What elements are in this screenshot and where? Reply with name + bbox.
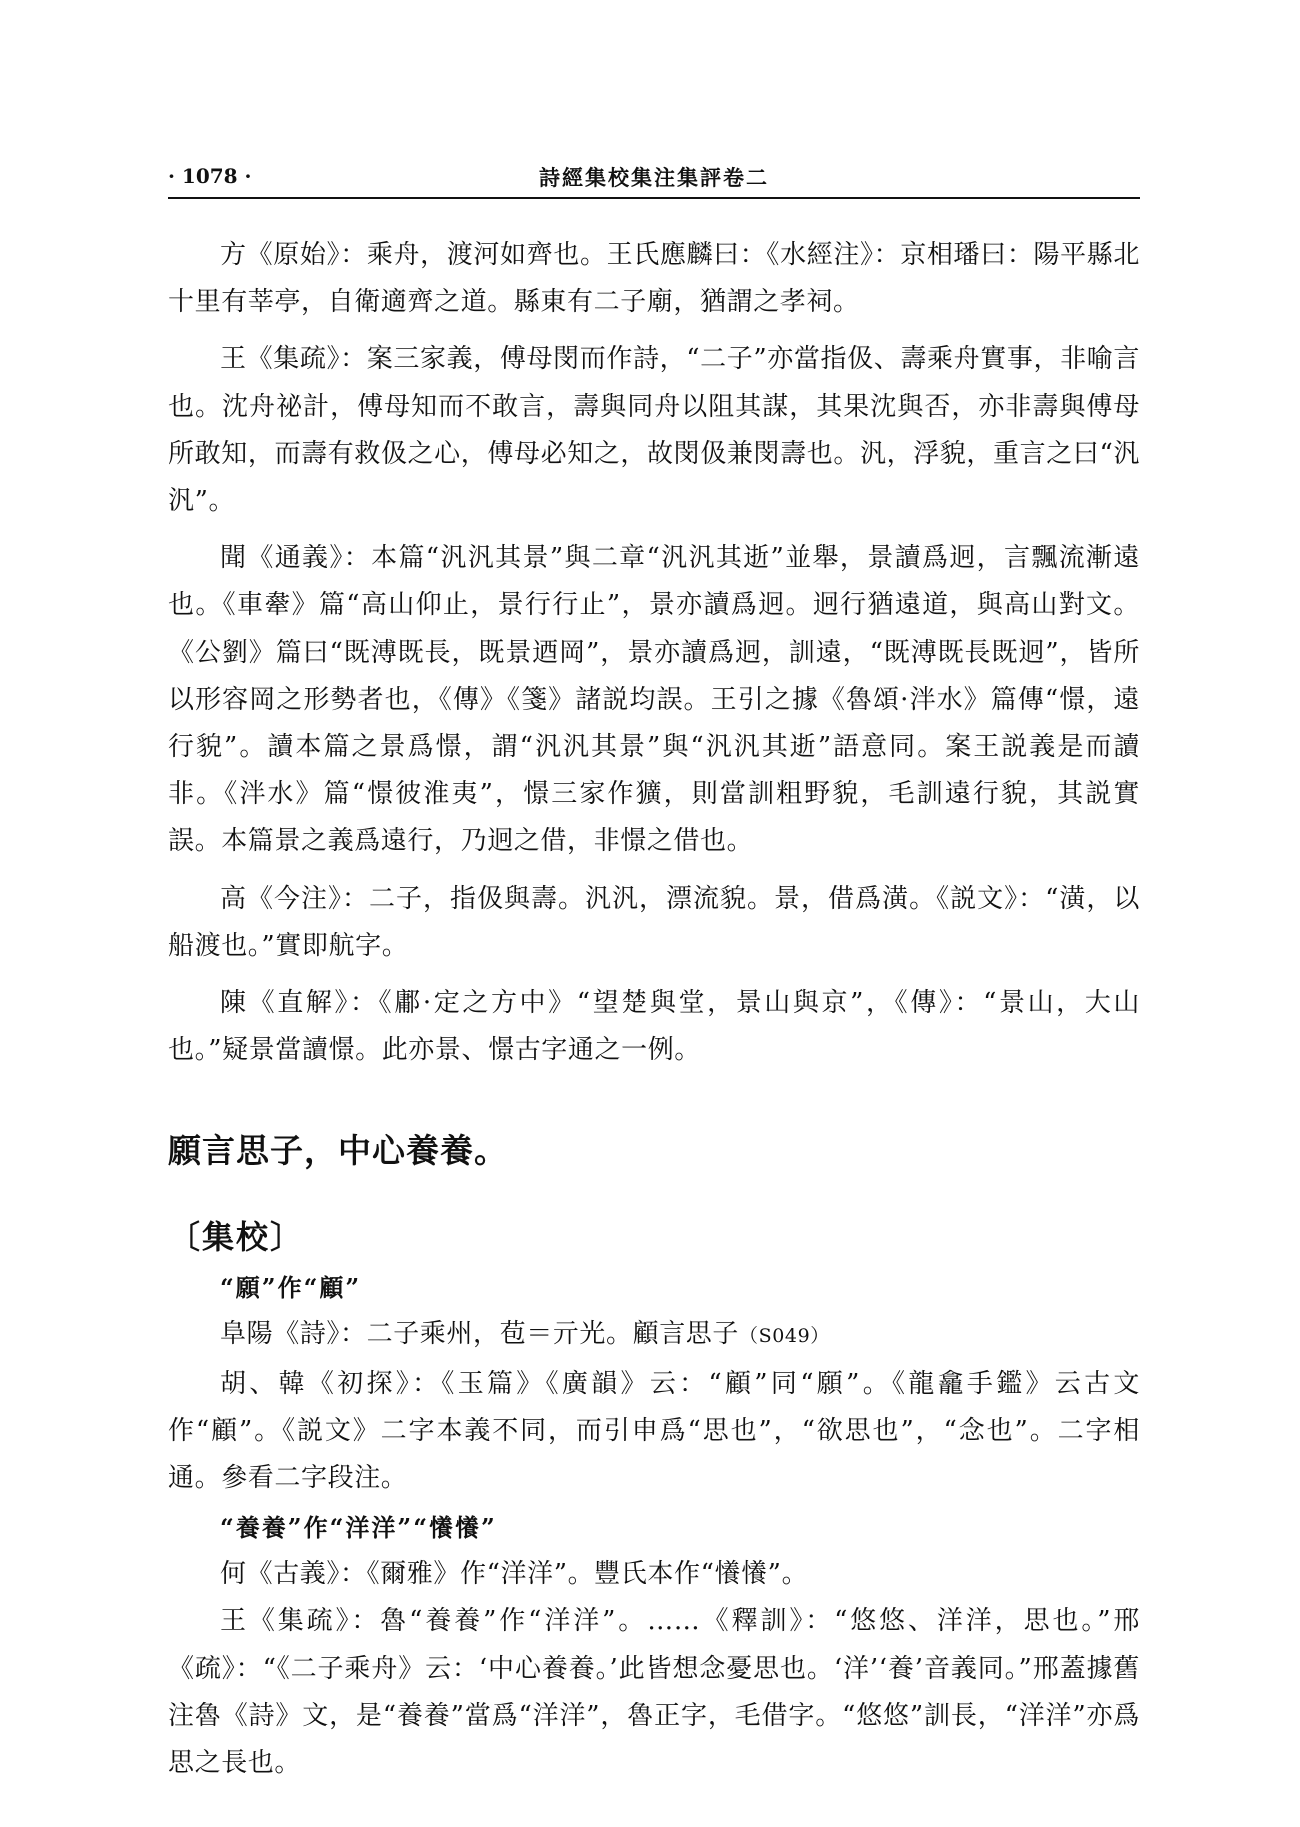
section-heading-collation: 〔集校〕: [168, 1218, 305, 1257]
commentary-paragraph: 何《古義》：《爾雅》作“洋洋”。豐氏本作“懩懩”。: [220, 1559, 809, 1590]
fuyang-paragraph: [168, 1311, 1140, 1360]
header-rule: [168, 197, 1140, 199]
commentary-paragraph: 陳《直解》：《鄘·定之方中》“望楚與堂，景山與京”，《傳》：“景山，大山也。”疑景當讀憬。此亦景、憬古字通之一例。: [168, 988, 1140, 1066]
commentary-paragraph: 高《今注》：二子，指伋與壽。汎汎，漂流貌。景，借爲潢。《説文》：“潢，以船渡也。”實即航字。: [168, 883, 1140, 961]
verse-line: 願言思子，中心養養。: [168, 1131, 508, 1171]
commentary-paragraph: 胡、韓《初探》：《玉篇》《廣韻》云：“顧”同“願”。《龍龕手鑑》云古文作“顧”。《説文》二字本義不同，而引申爲“思也”，“欲思也”，“念也”。二字相通。參看二字段注。: [168, 1368, 1140, 1494]
commentary-paragraph: 王《集疏》：案三家義，傅母閔而作詩，“二子”亦當指伋、壽乘舟實事，非喻言也。沈舟祕計，傅母知而不敢言，壽與同舟以阻其謀，其果沈與否，亦非壽與傅母所敢知，而壽有救伋之心，傅母必知之，故閔伋兼閔壽也。汎，浮貌，重言之曰“汎汎”。: [168, 344, 1140, 517]
page-number: · 1078 ·: [168, 164, 252, 188]
commentary-paragraph: 聞《通義》：本篇“汎汎其景”與二章“汎汎其逝”並舉，景讀爲迥，言飄流漸遠也。《車舝》篇“高山仰止，景行行止”，景亦讀爲迥。迥行猶遠道，與高山對文。《公劉》篇曰“既溥既長，既景迺岡”，景亦讀爲迥，訓遠，“既溥既長既迥”，皆所以形容岡之形勢者也，《傳》《箋》諸説均誤。王引之據《魯頌·泮水》篇傳“憬，遠行貌”。讀本篇之景爲憬，謂“汎汎其景”與“汎汎其逝”語意同。案王説義是而讀非。《泮水》篇“憬彼淮夷”，憬三家作獷，則當訓粗野貌，毛訓遠行貌，其説實誤。本篇景之義爲遠行，乃迥之借，非憬之借也。: [168, 543, 1140, 857]
commentary-paragraph: 王《集疏》：魯“養養”作“洋洋”。……《釋訓》：“悠悠、洋洋，思也。”邢《疏》：“《二子乘舟》云：‘中心養養。’此皆想念憂思也。‘洋’‘養’音義同。”邢蓋據舊注魯《詩》文，是“養養”當爲“洋洋”，魯正字，毛借字。“悠悠”訓長，“洋洋”亦爲思之長也。: [168, 1606, 1140, 1779]
running-head: [168, 158, 1140, 192]
variant-heading: “願”作“顧”: [220, 1273, 362, 1303]
strip-number: （S049）: [739, 1325, 830, 1348]
running-title: 詩經集校集注集評卷二: [539, 165, 769, 190]
variant-heading: “養養”作“洋洋”“懩懩”: [220, 1513, 497, 1543]
fuyang-text: 阜陽《詩》：二子乘州，苞＝亓光。顧言思子: [220, 1319, 740, 1350]
commentary-paragraph: 方《原始》：乘舟，渡河如齊也。王氏應麟曰：《水經注》：京相璠曰：陽平縣北十里有莘亭，自衛適齊之道。縣東有二子廟，猶謂之孝祠。: [168, 240, 1140, 318]
page-body: [168, 232, 1140, 1787]
